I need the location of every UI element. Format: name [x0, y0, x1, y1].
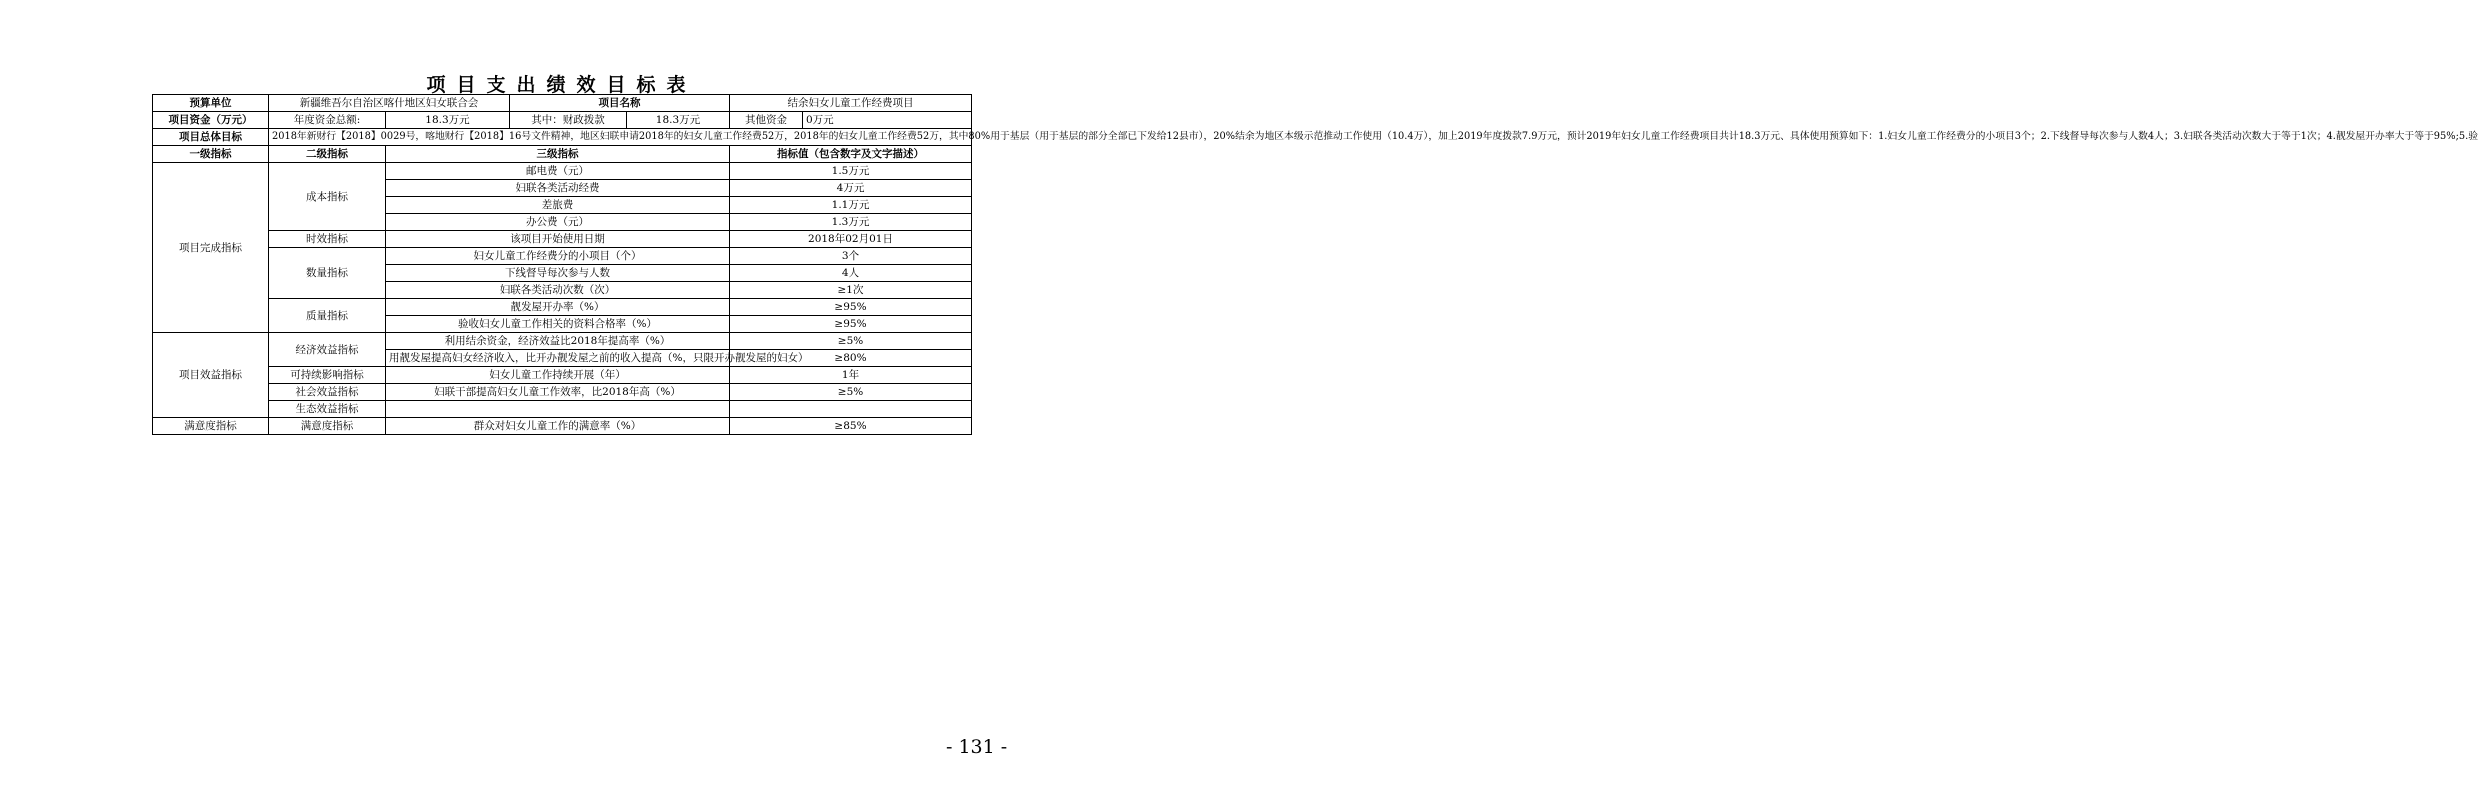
- satisfaction-indicator-label: 满意度指标: [269, 418, 386, 435]
- indicator-cell: 靓发屋开办率（%）: [386, 299, 730, 316]
- table-row: [153, 384, 972, 401]
- value-cell: ≥5%: [730, 384, 972, 401]
- table-row: [153, 418, 972, 435]
- table-row: [153, 401, 972, 418]
- satisfaction-group-label: 满意度指标: [153, 418, 269, 435]
- overall-goal-label: 项目总体目标: [153, 129, 269, 146]
- performance-table: [152, 94, 2478, 435]
- page-number: - 131 -: [946, 736, 1008, 758]
- quality-indicator-label: 质量指标: [269, 299, 386, 333]
- funds-fiscal-label: 其中：财政拨款: [510, 112, 627, 128]
- indicator-cell: 用靓发屋提高妇女经济收入，比开办靓发屋之前的收入提高（%，只限开办靓发屋的妇女）: [386, 350, 730, 367]
- column-header-row: [153, 146, 972, 163]
- col-level3: 三级指标: [386, 146, 730, 163]
- project-name-value: 结余妇女儿童工作经费项目: [730, 95, 972, 112]
- value-cell: ≥85%: [730, 418, 972, 435]
- value-cell: 1年: [730, 367, 972, 384]
- funds-fiscal-cell: [510, 112, 730, 129]
- indicator-cell: 利用结余资金，经济效益比2018年提高率（%）: [386, 333, 730, 350]
- quantity-indicator-label: 数量指标: [269, 248, 386, 299]
- header-row: [153, 95, 972, 112]
- table-row: [153, 367, 972, 384]
- funds-row: [153, 112, 972, 129]
- funds-total-value: 18.3万元: [386, 112, 510, 129]
- indicator-cell: 邮电费（元）: [386, 163, 730, 180]
- sustainable-indicator-label: 可持续影响指标: [269, 367, 386, 384]
- value-cell: 4万元: [730, 180, 972, 197]
- table-row: [153, 248, 972, 265]
- value-cell: ≥80%: [730, 350, 972, 367]
- funds-fiscal-value: 18.3万元: [655, 114, 701, 126]
- indicator-cell: 该项目开始使用日期: [386, 231, 730, 248]
- indicator-cell: 妇女儿童工作经费分的小项目（个）: [386, 248, 730, 265]
- overall-goal-text: 2018年新财行【2018】0029号，喀地财行【2018】16号文件精神，地区妇联申请2018年的妇女儿童工作经费52万，2018年的妇女儿童工作经费52万，其中80%用于基层（用于基层的部分全部已下发给12县市），20%结余为地区本级示范推动工作使用（10.4万），加上2019年度拨款7.9万元，预计2019年妇女儿童工作经费项目共计18.3万元、具体使用预算如下：1.妇女儿童工作经费分的小项目3个；2.下线督导每次参与人数4人；3.妇联各类活动次数大于等于1次；4.靓发屋开办率大于等于95%;5.验: [269, 129, 972, 146]
- table-row: [153, 299, 972, 316]
- value-cell: 1.3万元: [730, 214, 972, 231]
- value-cell: 1.5万元: [730, 163, 972, 180]
- value-cell: ≥5%: [730, 333, 972, 350]
- indicator-cell: 妇联各类活动经费: [386, 180, 730, 197]
- value-cell: ≥1次: [730, 282, 972, 299]
- col-value: 指标值（包含数字及文字描述）: [730, 146, 972, 163]
- indicator-cell: 妇联各类活动次数（次）: [386, 282, 730, 299]
- value-cell: 1.1万元: [730, 197, 972, 214]
- value-cell: [730, 401, 972, 418]
- col-level1: 一级指标: [153, 146, 269, 163]
- cost-indicator-label: 成本指标: [269, 163, 386, 231]
- indicator-cell: 差旅费: [386, 197, 730, 214]
- time-indicator-label: 时效指标: [269, 231, 386, 248]
- page-title: 项目支出绩效目标表: [426, 74, 697, 96]
- table-row: [153, 231, 972, 248]
- table-row: [153, 163, 972, 180]
- economic-indicator-label: 经济效益指标: [269, 333, 386, 367]
- funds-other-label: 其他资金: [730, 112, 803, 128]
- table-row: [153, 333, 972, 350]
- indicator-cell: 妇联干部提高妇女儿童工作效率，比2018年高（%）: [386, 384, 730, 401]
- indicator-cell: 办公费（元）: [386, 214, 730, 231]
- value-cell: 2018年02月01日: [730, 231, 972, 248]
- indicator-cell: 下线督导每次参与人数: [386, 265, 730, 282]
- benefit-group-label: 项目效益指标: [153, 333, 269, 418]
- funds-other-value: 0万元: [806, 114, 834, 126]
- indicator-cell: [386, 401, 730, 418]
- ecological-indicator-label: 生态效益指标: [269, 401, 386, 418]
- completion-group-label: 项目完成指标: [153, 163, 269, 333]
- indicator-cell: 验收妇女儿童工作相关的资料合格率（%）: [386, 316, 730, 333]
- col-level2: 二级指标: [269, 146, 386, 163]
- funds-label: 项目资金（万元）: [153, 112, 269, 129]
- value-cell: ≥95%: [730, 316, 972, 333]
- budget-unit-value: 新疆维吾尔自治区喀什地区妇女联合会: [269, 95, 510, 112]
- value-cell: 3个: [730, 248, 972, 265]
- social-indicator-label: 社会效益指标: [269, 384, 386, 401]
- indicator-cell: 妇女儿童工作持续开展（年）: [386, 367, 730, 384]
- budget-unit-label: 预算单位: [153, 95, 269, 112]
- funds-total-label: 年度资金总额:: [269, 112, 386, 129]
- value-cell: 4人: [730, 265, 972, 282]
- project-name-label: 项目名称: [510, 95, 730, 112]
- indicator-cell: 群众对妇女儿童工作的满意率（%）: [386, 418, 730, 435]
- funds-other-cell: [730, 112, 972, 129]
- value-cell: ≥95%: [730, 299, 972, 316]
- overall-goal-row: [153, 129, 972, 146]
